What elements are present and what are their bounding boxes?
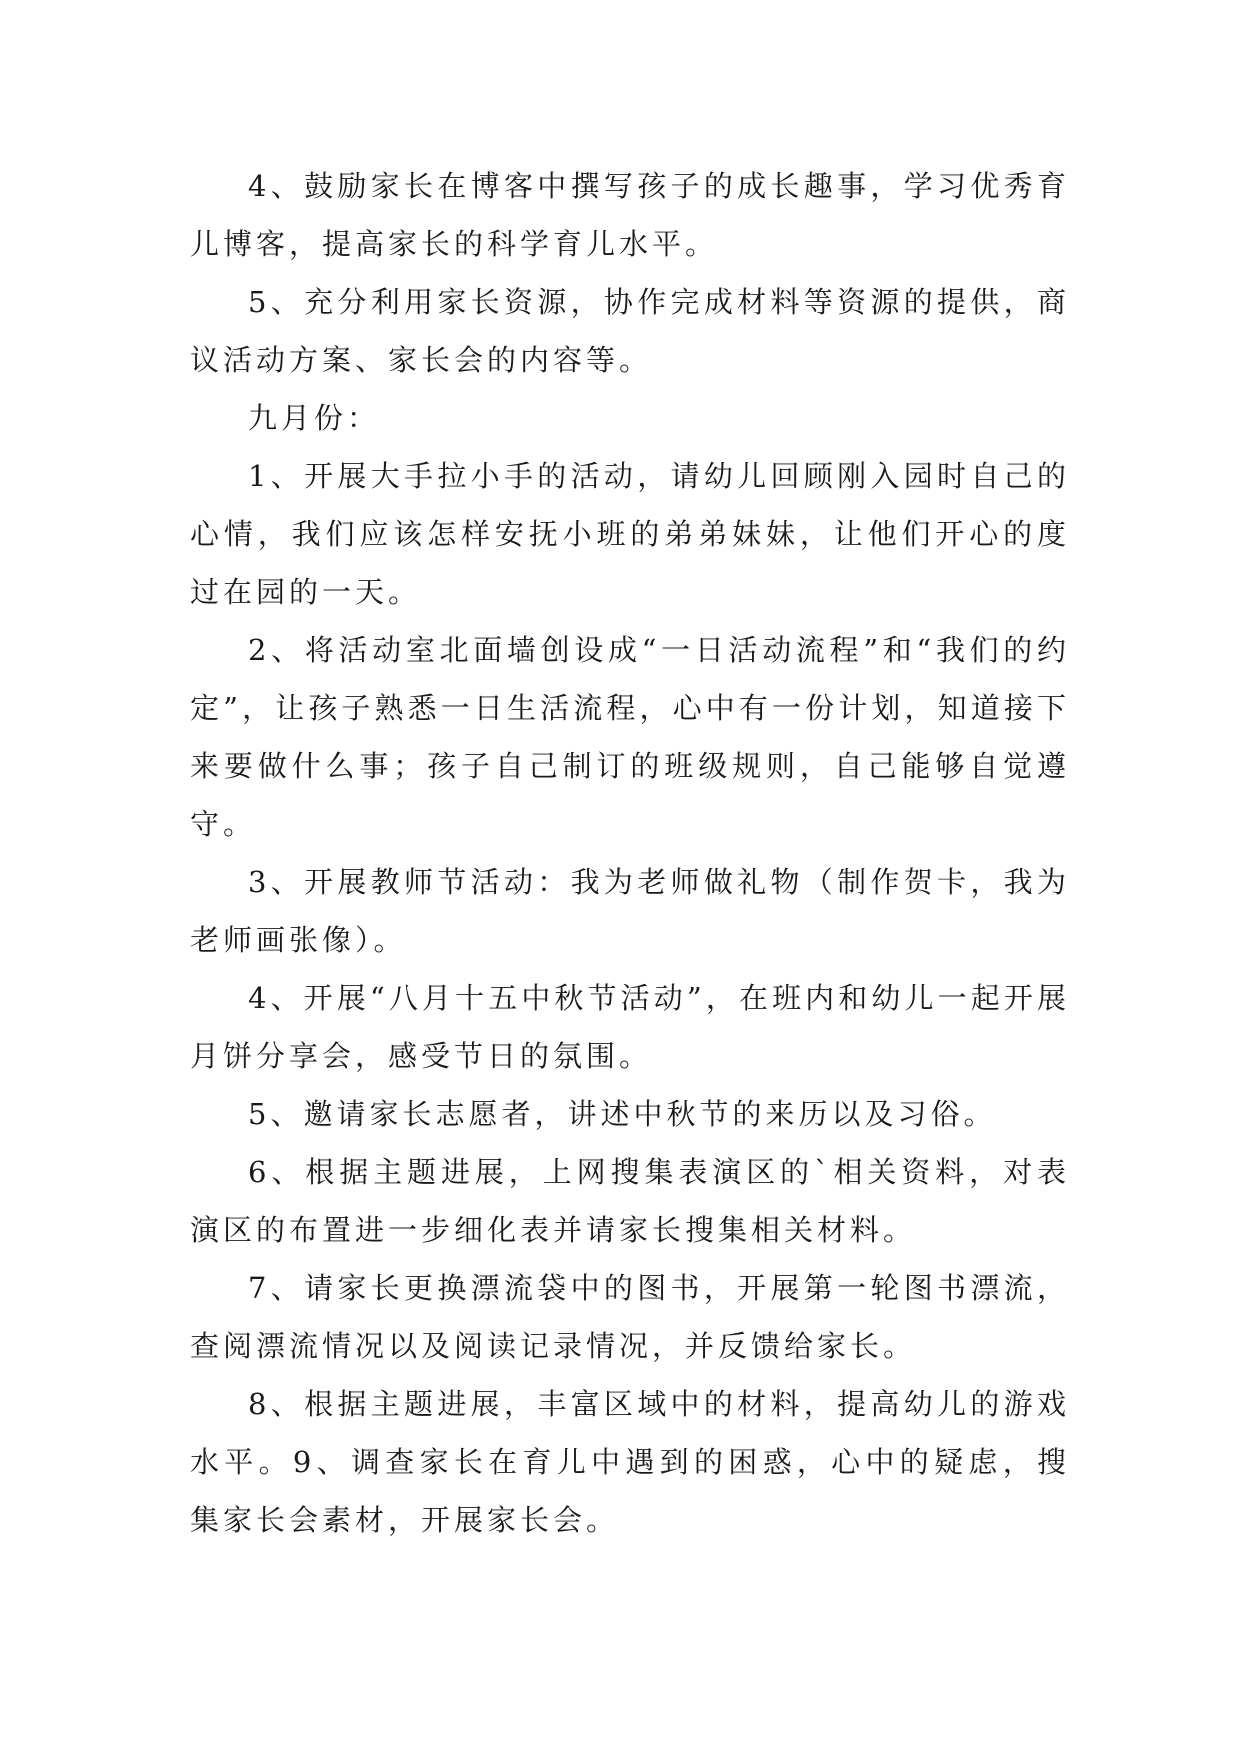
paragraph-item-2: 2、将活动室北面墙创设成“一日活动流程”和“我们的约定”，让孩子熟悉一日生活流程，心中有一份计划，知道接下来要做什么事；孩子自己制订的班级规则，自己能够自觉遵守。: [190, 633, 1070, 841]
paragraph-item-8-9: 8、根据主题进展，丰富区域中的材料，提高幼儿的游戏水平。9、调查家长在育儿中遇到的困惑，心中的疑虑，搜集家长会素材，开展家长会。: [190, 1387, 1070, 1537]
paragraph-item-3: 3、开展教师节活动：我为老师做礼物（制作贺卡，我为老师画张像）。: [190, 865, 1070, 957]
document-page: [190, 157, 1070, 1549]
paragraph-item-6: 6、根据主题进展，上网搜集表演区的`相关资料，对表演区的布置进一步细化表并请家长搜集相关材料。: [190, 1155, 1070, 1247]
paragraph-item-1: 1、开展大手拉小手的活动，请幼儿回顾刚入园时自己的心情，我们应该怎样安抚小班的弟弟妹妹，让他们开心的度过在园的一天。: [190, 459, 1070, 609]
paragraph-item-5: 5、邀请家长志愿者，讲述中秋节的来历以及习俗。: [248, 1097, 997, 1131]
paragraph-parent-resources: 5、充分利用家长资源，协作完成材料等资源的提供，商议活动方案、家长会的内容等。: [190, 285, 1070, 377]
paragraph-parent-blog: 4、鼓励家长在博客中撰写孩子的成长趣事，学习优秀育儿博客，提高家长的科学育儿水平。: [190, 169, 1070, 261]
section-heading-september: 九月份：: [248, 401, 381, 435]
paragraph-item-7: 7、请家长更换漂流袋中的图书，开展第一轮图书漂流，查阅漂流情况以及阅读记录情况，并反馈给家长。: [190, 1271, 1070, 1363]
paragraph-item-4: 4、开展“八月十五中秋节活动”，在班内和幼儿一起开展月饼分享会，感受节日的氛围。: [190, 981, 1070, 1073]
